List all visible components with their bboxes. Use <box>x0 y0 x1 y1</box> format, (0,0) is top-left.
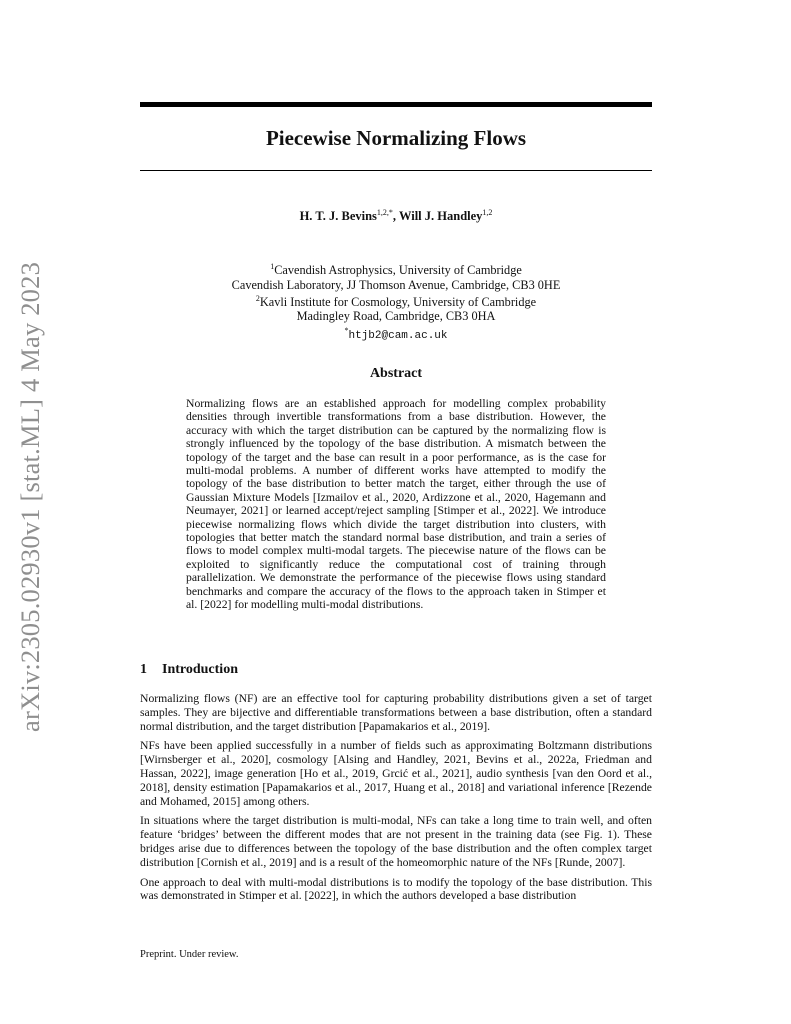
author-separator: , <box>392 209 399 224</box>
affiliation-line: Madingley Road, Cambridge, CB3 0HA <box>296 309 496 324</box>
paper-title: Piecewise Normalizing Flows <box>265 126 527 150</box>
affiliation-text: Kavli Institute for Cosmology, University of Cambridge <box>259 295 537 309</box>
corresponding-marker: * <box>344 325 349 335</box>
author-list <box>140 205 652 224</box>
email-address: htjb2@cam.ac.uk <box>348 329 448 342</box>
section-number: 1 <box>140 662 147 677</box>
body-text <box>140 692 652 909</box>
author-name: Will J. Handley <box>398 209 483 224</box>
affiliation-marker: 1 <box>270 262 275 271</box>
body-paragraph: In situations where the target distribution is multi-modal, NFs can take a long time to train well, and often feature ‘bridges’ between the different modes that are not present in the training data (see Fig. 1). These bridges arise due to differences between the topology of the base distribution and the often complex target distribution [Cornish et al., 2019] and is a result of the homeomorphic nature of the NFs [Runde, 2007]. <box>140 814 652 869</box>
section-heading <box>140 661 652 679</box>
title-bottom-rule <box>140 170 652 171</box>
abstract-heading: Abstract <box>369 366 423 381</box>
email-line <box>140 324 652 344</box>
affiliation-line <box>140 260 652 278</box>
author-name: H. T. J. Bevins <box>299 209 377 224</box>
affiliation-text: Cavendish Astrophysics, University of Cambridge <box>274 263 522 278</box>
affiliation-line: Cavendish Laboratory, JJ Thomson Avenue, Cambridge, CB3 0HE <box>231 277 561 292</box>
arxiv-identifier <box>15 261 45 732</box>
affiliations <box>140 260 652 343</box>
section-title: Introduction <box>162 662 238 677</box>
footer-note: Preprint. Under review. <box>140 949 239 960</box>
author-affiliation-marker: 1,2,* <box>376 208 393 217</box>
author-affiliation-marker: 1,2 <box>482 208 493 217</box>
abstract-text: Normalizing flows are an established approach for modelling complex probability densities through invertible transformations from a base distribution. However, the accuracy with which the target distribution can be captured by the normalizing flow is strongly influenced by the topology of the base distribution. A mismatch between the topology of the target and the base can result in a poor performance, as is the case for multi-modal problems. A number of different works have attempted to modify the topology of the base distribution to better match the target, either through the use of Gaussian Mixture Models [Izmailov et al., 2020, Ardizzone et al., 2020, Hagemann and Neumayer, 2021] or learned accept/reject sampling [Stimper et al., 2022]. We introduce piecewise normalizing flows which divide the target distribution into clusters, with topologies that better match the standard normal base distribution, and train a series of flows to model complex multi-modal targets. The piecewise nature of the flows can be exploited to significantly reduce the computational cost of training through parallelization. We demonstrate the performance of the piecewise flows using standard benchmarks and compare the accuracy of the flows to the approach taken in Stimper et al. [2022] for modelling multi-modal distributions. <box>186 397 606 612</box>
title-top-rule <box>140 102 652 107</box>
body-paragraph: One approach to deal with multi-modal distributions is to modify the topology of the base distribution. This was demonstrated in Stimper et al. [2022], in which the authors developed a base distribution <box>140 875 652 903</box>
affiliation-marker: 2 <box>255 293 260 303</box>
arxiv-identifier-text: arXiv:2305.02930v1 [stat.ML] 4 May 2023 <box>15 261 45 732</box>
body-paragraph: NFs have been applied successfully in a number of fields such as approximating Boltzmann distributions [Wirnsberger et al., 2020], cosmology [Alsing and Handley, 2021, Bevins et al., 2022a, Friedman and Hassan, 2022], image generation [Ho et al., 2019, Grcić et al., 2021], audio synthesis [van den Oord et al., 2018], density estimation [Papamakarios et al., 2017, Huang et al., 2018] and variational inference [Rezende and Mohamed, 2015] among others. <box>140 739 652 808</box>
affiliation-line <box>140 292 652 310</box>
body-paragraph: Normalizing flows (NF) are an effective tool for capturing probability distributions given a set of target samples. They are bijective and differentiable transformations between a base distribution, often a standard normal distribution, and the target distribution [Papamakarios et al., 2019]. <box>140 692 652 733</box>
